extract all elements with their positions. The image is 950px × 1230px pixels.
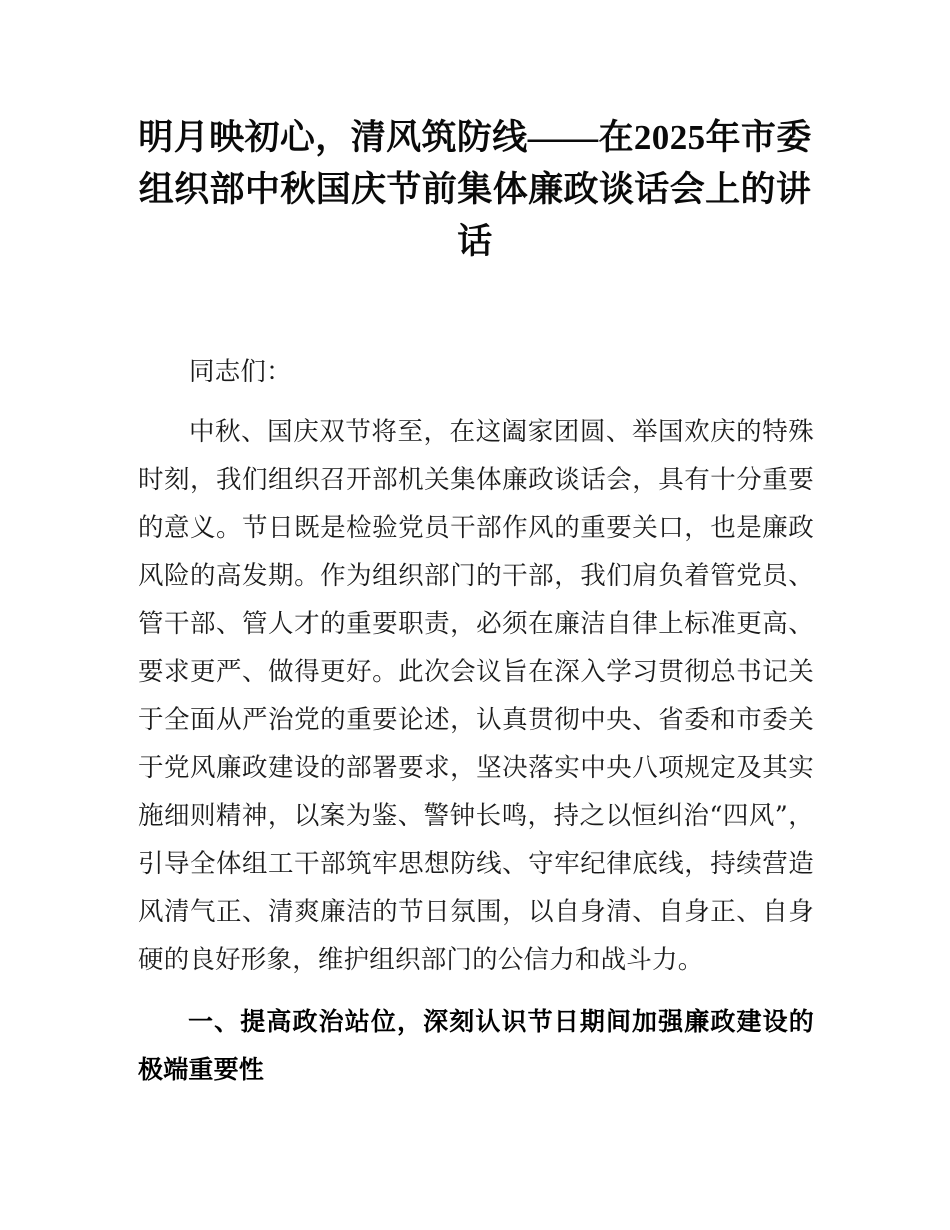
document-body (138, 348, 814, 1094)
page-title: 明月映初心，清风筑防线——在2025年市委组织部中秋国庆节前集体廉政谈话会上的讲话 (138, 118, 812, 261)
salutation: 同志们： (189, 357, 292, 387)
spacer (138, 396, 814, 408)
spacer (138, 984, 814, 998)
section-heading-1: 一、提高政治站位，深刻认识节日期间加强廉政建设的极端重要性 (138, 1007, 814, 1084)
body-paragraph-1: 中秋、国庆双节将至，在这阖家团圆、举国欢庆的特殊时刻，我们组织召开部机关集体廉政谈话会，具有十分重要的意义。节日既是检验党员干部作风的重要关口，也是廉政风险的高发期。作为组织部门的干部，我们肩负着管党员、管干部、管人才的重要职责，必须在廉洁自律上标准更高、要求更严、做得更好。此次会议旨在深入学习贯彻总书记关于全面从严治党的重要论述，认真贯彻中央、省委和市委关于党风廉政建设的部署要求，坚决落实中央八项规定及其实施细则精神，以案为鉴、警钟长鸣，持之以恒纠治“四风”，引导全体组工干部筑牢思想防线、守牢纪律底线，持续营造风清气正、清爽廉洁的节日氛围，以自身清、自身正、自身硬的良好形象，维护组织部门的公信力和战斗力。 (138, 417, 814, 975)
